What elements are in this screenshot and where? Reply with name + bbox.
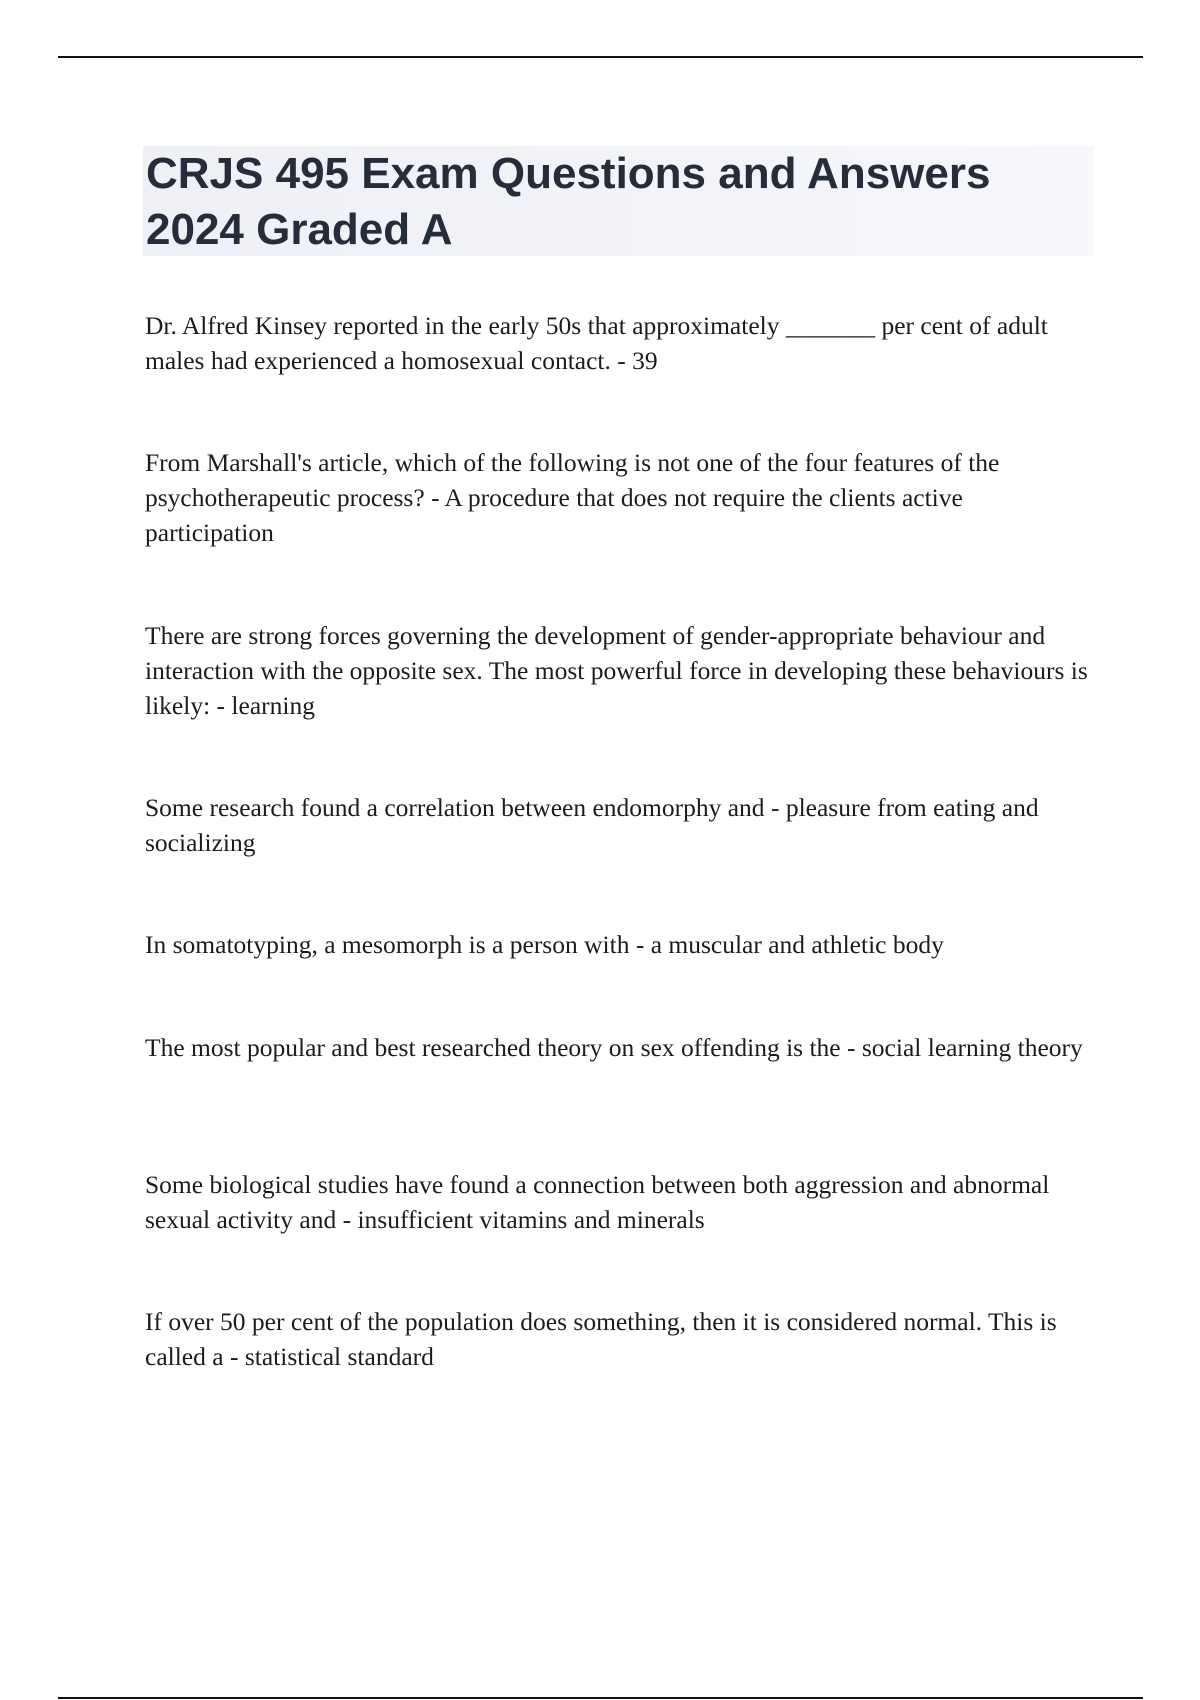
- answer-text: statistical standard: [244, 1342, 434, 1371]
- question-text: Dr. Alfred Kinsey reported in the early 50s that approximately _______ per cent of adult males had experienced a homosexual contact.: [145, 311, 1048, 375]
- bottom-rule: [58, 1697, 1143, 1699]
- qa-item-5: [145, 927, 1090, 962]
- separator: -: [210, 691, 232, 720]
- answer-text: insufficient vitamins and minerals: [357, 1205, 705, 1234]
- separator: -: [764, 793, 786, 822]
- title-banner: [143, 146, 1093, 256]
- answer-text: A procedure that does not require the clients active participation: [145, 483, 963, 547]
- question-text: The most popular and best researched theory on sex offending is the: [145, 1033, 841, 1062]
- separator: -: [424, 483, 445, 512]
- qa-item-3: [145, 618, 1090, 723]
- question-text: Some research found a correlation between endomorphy and: [145, 793, 765, 822]
- separator: -: [629, 930, 651, 959]
- separator: -: [336, 1205, 358, 1234]
- answer-text: a muscular and athletic body: [650, 930, 944, 959]
- qa-item-4: [145, 790, 1090, 860]
- qa-item-7: [145, 1167, 1090, 1237]
- qa-item-8: [145, 1304, 1090, 1374]
- question-text: If over 50 per cent of the population does something, then it is considered normal. This is called a: [145, 1307, 1057, 1371]
- question-text: From Marshall's article, which of the following is not one of the four features of the psychotherapeutic process?: [145, 448, 1000, 512]
- separator: -: [223, 1342, 245, 1371]
- qa-item-1: [145, 308, 1090, 378]
- separator: -: [610, 346, 633, 375]
- qa-item-2: [145, 445, 1090, 550]
- question-text: In somatotyping, a mesomorph is a person with: [145, 930, 630, 959]
- qa-item-6: [145, 1030, 1090, 1065]
- top-rule: [58, 56, 1143, 58]
- answer-text: 39: [632, 346, 658, 375]
- answer-text: social learning theory: [861, 1033, 1083, 1062]
- question-text: There are strong forces governing the development of gender-appropriate behaviour and interaction with the opposite sex. The most powerful force in developing these behaviours is likely:: [145, 621, 1088, 720]
- answer-text: pleasure from eating and socializing: [145, 793, 1039, 857]
- answer-text: learning: [231, 691, 315, 720]
- separator: -: [840, 1033, 862, 1062]
- page-title: CRJS 495 Exam Questions and Answers 2024 Graded A: [146, 149, 991, 254]
- question-text: Some biological studies have found a connection between both aggression and abnormal sexual activity and: [145, 1170, 1050, 1234]
